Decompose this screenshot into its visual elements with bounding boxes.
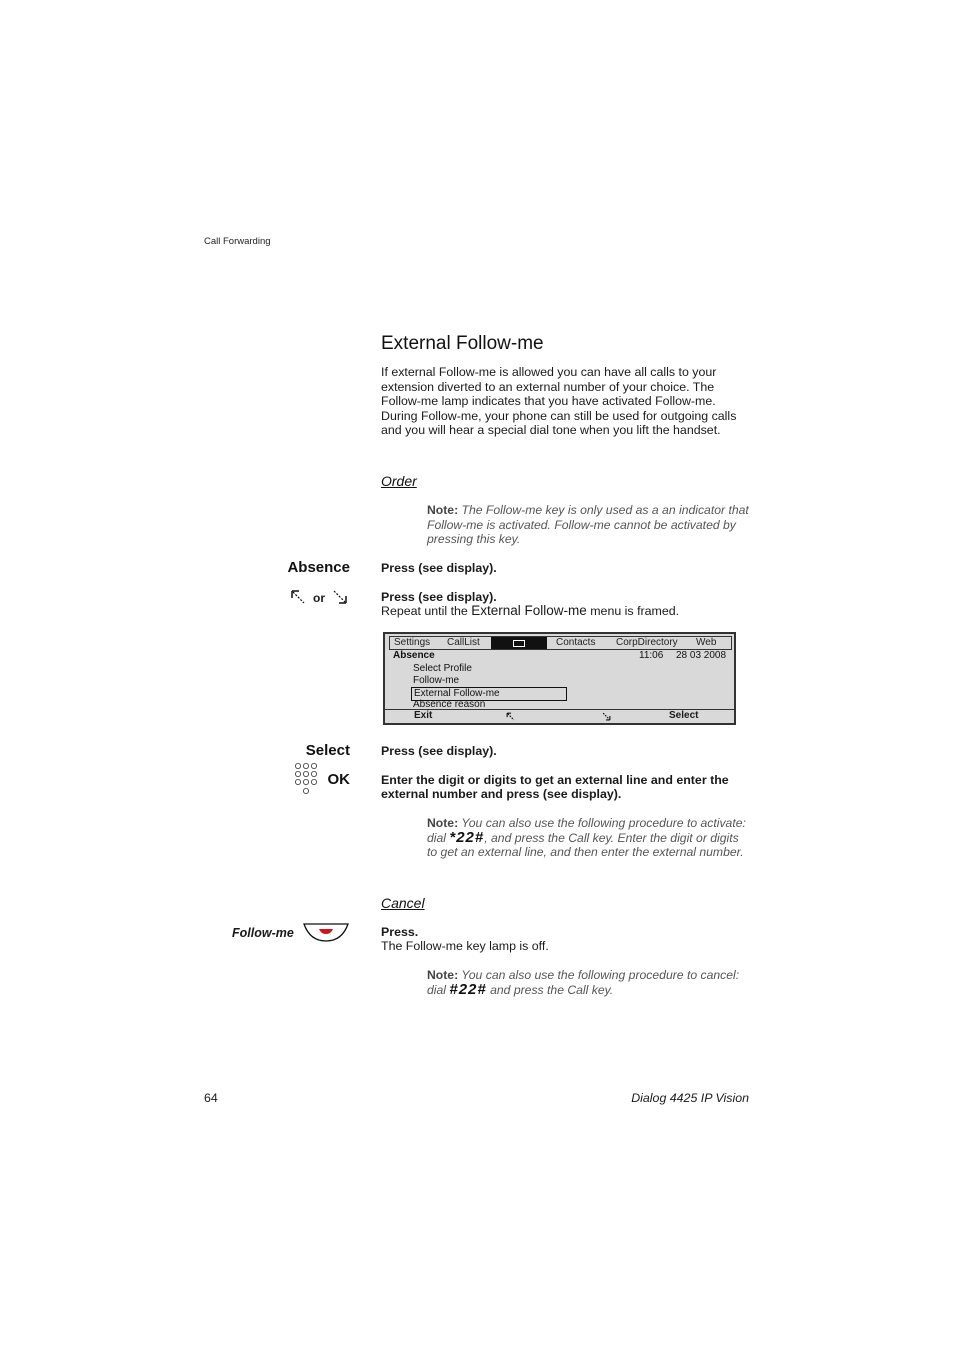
display-softkey-bar bbox=[385, 709, 734, 723]
phone-display bbox=[383, 632, 736, 725]
softkey-down-icon[interactable] bbox=[602, 712, 611, 721]
repeat-text-pre: Repeat until the bbox=[381, 604, 472, 619]
intro-paragraph: If external Follow-me is allowed you can have all calls to your extension diverted to an external number of your choice. The Follow-me lamp indicates that you have activated Follow-me. During Follow-me, your phone can still be used for outgoing calls and you will hear a special dial tone when you lift the handset. bbox=[381, 365, 737, 438]
softkey-select[interactable]: Select bbox=[669, 710, 699, 721]
cancel-heading: Cancel bbox=[381, 895, 425, 911]
or-label: or bbox=[313, 591, 325, 605]
tab-contacts[interactable]: Contacts bbox=[556, 637, 596, 648]
step-select bbox=[381, 744, 497, 758]
step-select-text: Press (see display). bbox=[381, 744, 497, 758]
repeat-menu-item: External Follow-me bbox=[471, 603, 587, 619]
step-cancel bbox=[381, 925, 549, 954]
display-menu-title: Absence bbox=[393, 650, 435, 661]
keypad-icon bbox=[294, 762, 320, 796]
menu-item-follow-me[interactable]: Follow-me bbox=[413, 675, 460, 686]
step-absence bbox=[381, 561, 497, 575]
note-text-pre: You can also use the following procedure to activate: dial bbox=[427, 816, 746, 845]
tab-calllist[interactable]: CallList bbox=[447, 637, 480, 648]
order-note bbox=[427, 503, 752, 547]
activate-note bbox=[427, 816, 752, 860]
note-label: Note: bbox=[427, 968, 459, 982]
tab-web[interactable]: Web bbox=[696, 637, 717, 648]
navigate-up-icon bbox=[290, 589, 306, 605]
softkey-exit[interactable]: Exit bbox=[414, 710, 433, 721]
menu-item-external-follow-me[interactable]: External Follow-me bbox=[411, 687, 567, 701]
menu-item-absence-reason[interactable]: Absence reason bbox=[413, 699, 486, 710]
step-navigate-text: Press (see display). bbox=[381, 590, 497, 604]
note-text: The Follow-me key is only used as a an indicator that Follow-me is activated. Follow-me cannot be activated by pressing this key. bbox=[427, 503, 749, 547]
navigate-down-icon bbox=[332, 589, 348, 605]
display-date: 28 03 2008 bbox=[676, 650, 727, 661]
select-softkey-label: Select bbox=[305, 742, 350, 759]
step-enter-number-text: Enter the digit or digits to get an external line and enter the external number and press (see display). bbox=[381, 773, 729, 802]
step-enter-number bbox=[381, 773, 751, 802]
absence-softkey-label: Absence bbox=[287, 559, 350, 576]
absence-tab-icon bbox=[513, 640, 525, 647]
tab-absence-active[interactable] bbox=[491, 637, 547, 649]
activate-code: *22# bbox=[449, 828, 485, 846]
follow-me-key-icon[interactable] bbox=[302, 921, 350, 943]
product-name: Dialog 4425 IP Vision bbox=[631, 1091, 749, 1105]
tab-corpdirectory[interactable]: CorpDirectory bbox=[616, 637, 678, 648]
page-number: 64 bbox=[204, 1091, 218, 1105]
navigation-keys bbox=[290, 589, 350, 607]
menu-item-select-profile[interactable]: Select Profile bbox=[413, 663, 472, 674]
step-cancel-text: The Follow-me key lamp is off. bbox=[381, 939, 549, 954]
follow-me-key-label: Follow-me bbox=[232, 926, 294, 940]
step-absence-text: Press (see display). bbox=[381, 561, 497, 575]
running-header: Call Forwarding bbox=[204, 236, 271, 247]
note-text-pre: You can also use the following procedure to cancel: dial bbox=[427, 968, 740, 997]
page-title: External Follow-me bbox=[381, 333, 544, 354]
display-tab-bar bbox=[389, 636, 732, 650]
repeat-text-post: menu is framed. bbox=[586, 604, 680, 619]
ok-softkey-label: OK bbox=[327, 771, 350, 788]
display-time: 11:06 bbox=[639, 650, 664, 661]
note-label: Note: bbox=[427, 503, 459, 517]
order-heading: Order bbox=[381, 473, 417, 489]
softkey-up-icon[interactable] bbox=[506, 712, 515, 721]
cancel-note bbox=[427, 968, 752, 997]
step-cancel-bold: Press. bbox=[381, 925, 419, 939]
note-text-post: and press the Call key. bbox=[486, 982, 614, 997]
note-text-post: , and press the Call key. Enter the digit or digits to get an external line, and then enter the external number. bbox=[427, 830, 744, 860]
note-label: Note: bbox=[427, 816, 459, 830]
step-navigate bbox=[381, 590, 679, 619]
tab-settings[interactable]: Settings bbox=[394, 637, 431, 648]
cancel-code: #22# bbox=[449, 980, 487, 998]
